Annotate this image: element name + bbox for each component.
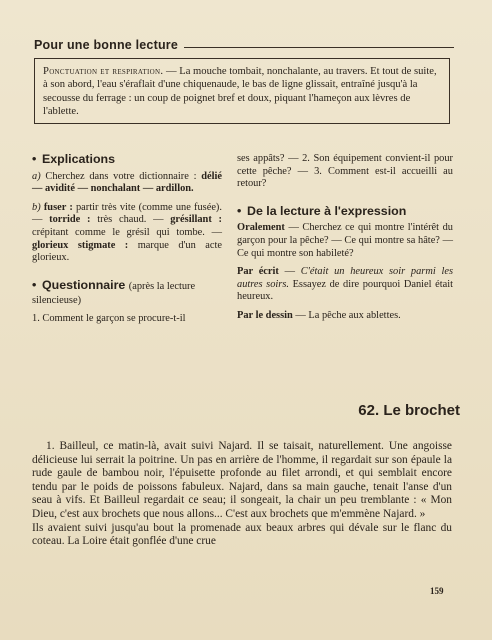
expression-heading: • De la lecture à l'expression (237, 203, 407, 218)
explications-b: b) fuser : partir très vite (comme une fusée). — torride : très chaud. — grésillant : crépitant comme le grésil qui tombe. — glorieux stigmate : marque d'un acte glorieux. (32, 201, 222, 264)
reading-box-text: — La mouche tombait, nonchalante, au travers. Et tout de suite, à son abord, l'eau s'éraflait d'une chiquenaude, le bas de ligne glissait, entraîné jusqu'à la secousse du ferrage : un coup de poignet bref et doux, piquant l'hameçon aux lèvres de l'ablette. (43, 66, 437, 118)
reading-box (34, 58, 450, 124)
reading-box-title: Pour une bonne lecture (34, 38, 178, 52)
bullet-icon: • (237, 203, 242, 218)
right-column (237, 153, 453, 329)
questionnaire-continued: ses appâts? — 2. Son équipement convient-il pour cette pêche? — 3. Comment est-il accueilli au retour? (237, 153, 453, 190)
chapter-title: 62. Le brochet (358, 402, 460, 419)
title-rule (184, 47, 454, 48)
expression-oral: Oralement — Cherchez ce qui montre l'intérêt du garçon pour la pêche? — Ce qui montre sa hâte? — Ce qui montre son habileté? (237, 222, 453, 259)
page-number: 159 (430, 586, 444, 596)
reading-box-header (34, 38, 454, 54)
bullet-icon: • (32, 277, 37, 292)
chapter-paragraph-2: Ils avaient suivi jusqu'au bout la promenade aux beaux arbres qui dévale sur le flanc du coteau. La Loire était gonflée d'une crue (32, 521, 452, 548)
reading-box-lead: Ponctuation et respiration. (43, 66, 164, 77)
chapter-body (32, 440, 452, 549)
chapter-paragraph-1: 1. Bailleul, ce matin-là, avait suivi Najard. Il se taisait, naturellement. Une angoisse délicieuse lui serrait la poitrine. Un pas en arrière de l'homme, il regardait sur son épaule la rude gaule de bambou noir, l'épuisette profonde au filet arrondi, et qui semblait encore tendu par le poids de poissons fabuleux. Najard, dans sa main gauche, tenait l'anse d'un seau à vifs. Et Bailleul regardait ce seau; il songeait, la chair un peu tremblante : « Mon Dieu, c'est aux brochets que nous allons... C'est aux brochets que m'emmène Najard. » (32, 440, 452, 520)
explications-a: a) Cherchez dans votre dictionnaire : délié — avidité — nonchalant — ardillon. (32, 170, 222, 195)
left-column (32, 153, 222, 332)
explications-heading: • Explications (32, 152, 115, 166)
questionnaire-q1: 1. Comment le garçon se procure-t-il (32, 312, 186, 324)
expression-ecrit: Par écrit — C'était un heureux soir parmi les autres soirs. Essayez de dire pourquoi Daniel était heureux. (237, 266, 453, 303)
bullet-icon: • (32, 152, 37, 166)
expression-dessin: Par le dessin — La pêche aux ablettes. (237, 309, 401, 321)
questionnaire-heading: • Questionnaire (après la lecture silencieuse) (32, 277, 196, 307)
